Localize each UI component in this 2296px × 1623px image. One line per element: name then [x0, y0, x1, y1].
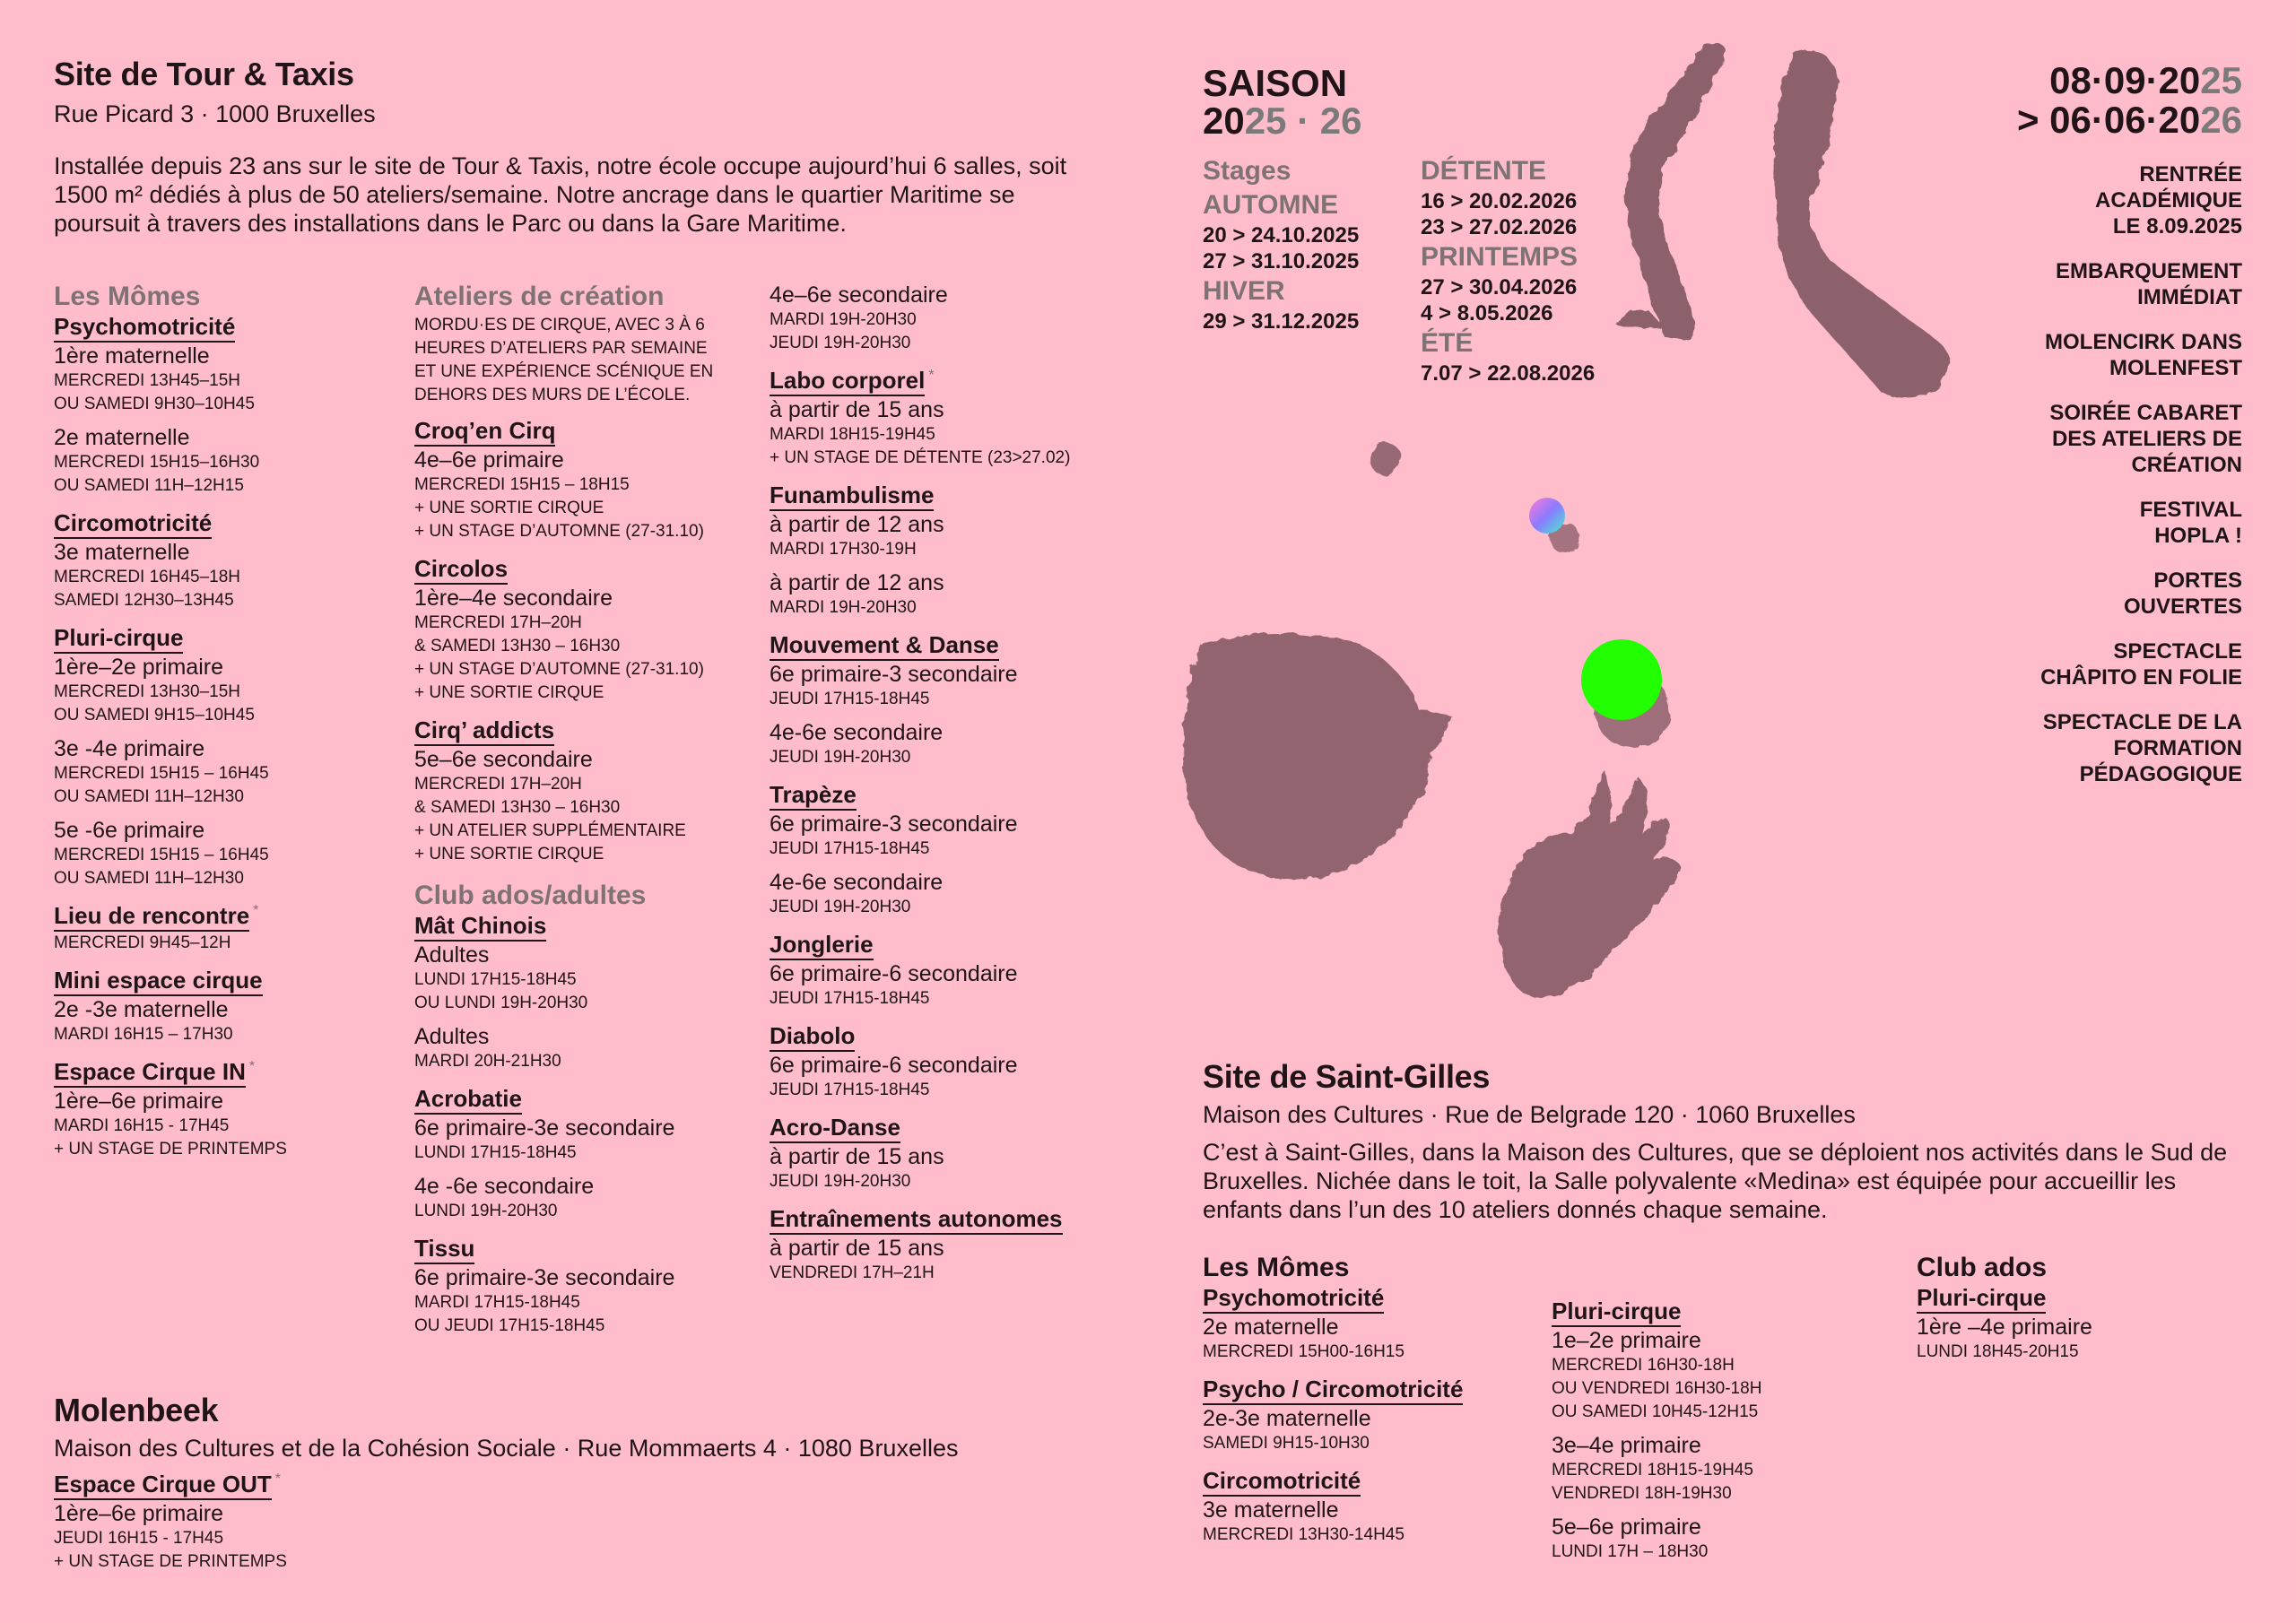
- group-heading: Ateliers de création: [414, 282, 665, 311]
- course-schedule: MARDI 19H-20H30: [770, 310, 917, 329]
- course-title: Jonglerie: [770, 932, 874, 960]
- course-title: Psychomotricité: [54, 314, 235, 343]
- course-title: Trapèze: [770, 782, 857, 811]
- course-title: Espace Cirque IN: [54, 1059, 246, 1088]
- course-block: [54, 625, 395, 890]
- course-schedule: OU VENDREDI 16H30-18H: [1552, 1379, 1762, 1398]
- course-block: [770, 1115, 1128, 1193]
- tour-taxis-header: [54, 56, 1085, 238]
- course-schedule: + UNE SORTIE CIRQUE: [414, 845, 604, 864]
- course-schedule: JEUDI 17H15-18H45: [770, 690, 930, 708]
- course-schedule: MERCREDI 17H–20H: [414, 613, 582, 632]
- course-title: Psycho / Circomotricité: [1203, 1376, 1463, 1405]
- course-block: [54, 968, 395, 1046]
- course-schedule: + UN STAGE DE PRINTEMPS: [54, 1140, 287, 1159]
- course-title: Pluri-cirque: [1917, 1285, 2046, 1314]
- course-schedule: JEUDI 19H-20H30: [770, 334, 911, 352]
- course-level: 1ère–4e secondaire: [414, 586, 613, 611]
- end-date: > 06·06·20: [2016, 99, 2201, 141]
- course-schedule: OU SAMEDI 10H45-12H15: [1552, 1402, 1759, 1421]
- course-schedule: MERCREDI 16H30-18H: [1552, 1356, 1735, 1375]
- course-schedule: OU LUNDI 19H-20H30: [414, 994, 588, 1012]
- course-title: Pluri-cirque: [54, 625, 183, 654]
- course-schedule: MERCREDI 13H30-14H45: [1203, 1525, 1405, 1544]
- event-item: SOIRÉE CABARET DES ATELIERS DE CRÉATION: [2049, 401, 2242, 477]
- season-date: 27 > 31.10.2025: [1203, 249, 1360, 273]
- event-item: EMBARQUEMENT IMMÉDIAT: [2056, 259, 2242, 309]
- season-date: 20 > 24.10.2025: [1203, 223, 1360, 247]
- course-title: Circomotricité: [54, 510, 212, 539]
- season-date: 16 > 20.02.2026: [1421, 189, 1578, 213]
- saison-year-start: 20: [1203, 100, 1245, 142]
- course-schedule: JEUDI 19H-20H30: [770, 898, 911, 916]
- course-schedule: + UN STAGE DE PRINTEMPS: [54, 1552, 287, 1571]
- group-heading: Club ados/adultes: [414, 881, 647, 910]
- group-heading: Club ados: [1917, 1253, 2048, 1282]
- course-block: [1203, 1285, 1544, 1364]
- course-schedule: OU SAMEDI 11H–12H30: [54, 787, 244, 806]
- saison-label: SAISON: [1203, 62, 1348, 104]
- course-schedule: MERCREDI 9H45–12H: [54, 933, 231, 952]
- course-title: Lieu de rencontre: [54, 903, 249, 932]
- course-schedule: VENDREDI 17H–21H: [770, 1263, 935, 1282]
- season-date: 7.07 > 22.08.2026: [1421, 361, 1596, 386]
- course-level: 4e-6e secondaire: [770, 720, 944, 745]
- season-name: PRINTEMPS: [1421, 242, 1578, 272]
- season-date: 29 > 31.12.2025: [1203, 309, 1360, 334]
- course-schedule: MERCREDI 18H15-19H45: [1552, 1461, 1753, 1480]
- course-level: 2e -3e maternelle: [54, 997, 229, 1022]
- course-block: [1203, 1376, 1544, 1455]
- course-level: 2e maternelle: [54, 425, 190, 450]
- saison-year-end: 25 · 26: [1244, 100, 1362, 142]
- course-schedule: MERCREDI 13H45–15H: [54, 371, 241, 390]
- season-name: HIVER: [1203, 276, 1285, 306]
- course-schedule: LUNDI 18H45-20H15: [1917, 1342, 2079, 1361]
- course-level: 6e primaire-3e secondaire: [414, 1265, 675, 1290]
- course-block: [770, 368, 1128, 470]
- course-level: 1ère maternelle: [54, 343, 210, 369]
- course-block: [770, 282, 1128, 355]
- course-block: [54, 510, 395, 612]
- course-title: Tissu: [414, 1236, 474, 1264]
- season-date: 4 > 8.05.2026: [1421, 301, 1553, 325]
- event-item: FESTIVAL HOPLA !: [2139, 498, 2242, 548]
- course-title: Circolos: [414, 556, 508, 585]
- course-schedule: MERCREDI 15H15 – 16H45: [54, 764, 269, 783]
- event-item: MOLENCIRK DANS MOLENFEST: [2045, 330, 2242, 380]
- course-schedule: MERCREDI 17H–20H: [414, 775, 582, 794]
- molenbeek-section: [54, 1392, 1112, 1574]
- course-title: Labo corporel: [770, 368, 925, 396]
- season-date: 27 > 30.04.2026: [1421, 275, 1578, 299]
- course-title: Mât Chinois: [414, 913, 546, 942]
- course-block: [414, 913, 755, 1073]
- course-schedule: JEUDI 17H15-18H45: [770, 989, 930, 1008]
- course-level: 4e–6e secondaire: [770, 282, 948, 308]
- course-level: 4e-6e secondaire: [770, 870, 944, 895]
- saint-gilles-club: [1917, 1251, 2204, 1364]
- site-title: Site de Saint-Gilles: [1203, 1058, 1491, 1095]
- course-level: à partir de 12 ans: [770, 512, 944, 537]
- season-name: DÉTENTE: [1421, 156, 1547, 186]
- course-block: [414, 556, 755, 705]
- course-block: [414, 1236, 755, 1338]
- course-level: 4e -6e secondaire: [414, 1174, 595, 1199]
- course-title: Mouvement & Danse: [770, 632, 999, 661]
- course-schedule: MERCREDI 15H00-16H15: [1203, 1342, 1405, 1361]
- course-level: 4e–6e primaire: [414, 447, 564, 473]
- course-schedule: MARDI 19H-20H30: [770, 598, 917, 617]
- asterisk-icon: *: [274, 1471, 281, 1487]
- course-schedule: MERCREDI 15H15 – 16H45: [54, 846, 269, 864]
- site-address: Maison des Cultures · Rue de Belgrade 120 · 1060 Bruxelles: [1203, 1101, 1856, 1128]
- course-schedule: OU SAMEDI 11H–12H30: [54, 869, 244, 888]
- site-title: Site de Tour & Taxis: [54, 56, 354, 92]
- event-item: RENTRÉE ACADÉMIQUE LE 8.09.2025: [2094, 162, 2242, 239]
- asterisk-icon: *: [253, 903, 259, 918]
- course-schedule: MARDI 16H15 – 17H30: [54, 1025, 233, 1044]
- course-level: 6e primaire-6 secondaire: [770, 1053, 1018, 1078]
- stages-column-1: [1203, 154, 1418, 334]
- course-schedule: MARDI 18H15-19H45: [770, 425, 935, 444]
- painted-hand-icon: [1500, 771, 1679, 998]
- start-date-year: 25: [2200, 59, 2242, 101]
- course-block: [54, 1471, 1112, 1574]
- course-schedule: MARDI 20H-21H30: [414, 1052, 561, 1071]
- saint-gilles-header: [1203, 1058, 2243, 1224]
- course-title: Mini espace cirque: [54, 968, 263, 996]
- course-level: 3e -4e primaire: [54, 736, 205, 761]
- course-block: [770, 482, 1128, 620]
- course-schedule: MERCREDI 15H15 – 18H15: [414, 475, 630, 494]
- column-les-momes: [54, 280, 395, 1174]
- end-date-year: 26: [2200, 99, 2242, 141]
- course-schedule: & SAMEDI 13H30 – 16H30: [414, 637, 621, 655]
- season-date: 23 > 27.02.2026: [1421, 215, 1578, 239]
- course-block: [1203, 1468, 1544, 1547]
- course-schedule: OU SAMEDI 9H15–10H45: [54, 706, 255, 725]
- course-level: 1ère–2e primaire: [54, 655, 223, 680]
- course-level: à partir de 15 ans: [770, 397, 944, 422]
- course-schedule: SAMEDI 12H30–13H45: [54, 591, 234, 610]
- course-level: 6e primaire-3e secondaire: [414, 1115, 675, 1141]
- holographic-ball-icon: [1529, 498, 1565, 534]
- course-schedule: MARDI 17H30-19H: [770, 540, 917, 559]
- course-title: Croq’en Cirq: [414, 418, 555, 447]
- course-level: 3e maternelle: [54, 540, 190, 565]
- course-schedule: OU SAMEDI 11H–12H15: [54, 476, 244, 495]
- course-title: Diabolo: [770, 1023, 855, 1052]
- course-level: 2e-3e maternelle: [1203, 1406, 1371, 1431]
- course-title: Circomotricité: [1203, 1468, 1361, 1497]
- course-block: [414, 717, 755, 866]
- course-level: 6e primaire-3 secondaire: [770, 662, 1018, 687]
- course-level: 3e–4e primaire: [1552, 1433, 1701, 1458]
- course-schedule: OU JEUDI 17H15-18H45: [414, 1316, 605, 1335]
- course-schedule: OU SAMEDI 9H30–10H45: [54, 395, 255, 413]
- column-ateliers-continued: [770, 282, 1128, 1298]
- events-list: [1946, 161, 2242, 806]
- saint-gilles-pluri: [1552, 1298, 1874, 1564]
- course-schedule: + UNE SORTIE CIRQUE: [414, 499, 604, 517]
- course-title: Psychomotricité: [1203, 1285, 1384, 1314]
- course-schedule: LUNDI 17H15-18H45: [414, 970, 577, 989]
- course-block: [770, 1206, 1128, 1285]
- green-ball-icon: [1581, 639, 1662, 720]
- course-schedule: MERCREDI 16H45–18H: [54, 568, 241, 586]
- course-schedule: + UN ATELIER SUPPLÉMENTAIRE: [414, 821, 686, 840]
- course-schedule: SAMEDI 9H15-10H30: [1203, 1434, 1370, 1453]
- course-title: Cirq’ addicts: [414, 717, 554, 746]
- painted-head-icon: [1183, 632, 1453, 880]
- column-ateliers-creation: [414, 280, 755, 1350]
- course-schedule: MERCREDI 15H15–16H30: [54, 453, 260, 472]
- course-level: 6e primaire-3 secondaire: [770, 812, 1018, 837]
- course-schedule: JEUDI 17H15-18H45: [770, 1081, 930, 1099]
- saint-gilles-momes: [1203, 1251, 1544, 1559]
- course-schedule: + UN STAGE D’AUTOMNE (27-31.10): [414, 522, 704, 541]
- season-dates: [2017, 61, 2242, 140]
- course-block: [54, 314, 395, 498]
- course-block: [770, 1023, 1128, 1102]
- course-level: 1ère–6e primaire: [54, 1089, 223, 1114]
- course-title: Entraînements autonomes: [770, 1206, 1063, 1235]
- asterisk-icon: *: [248, 1059, 256, 1074]
- course-schedule: VENDREDI 18H-19H30: [1552, 1484, 1732, 1503]
- course-level: 1ère–6e primaire: [54, 1501, 223, 1526]
- group-heading: Les Mômes: [1203, 1253, 1350, 1282]
- course-schedule: MARDI 16H15 - 17H45: [54, 1116, 230, 1135]
- group-heading: Les Mômes: [54, 282, 201, 311]
- course-schedule: LUNDI 19H-20H30: [414, 1202, 558, 1220]
- course-level: à partir de 15 ans: [770, 1236, 944, 1261]
- course-title: Espace Cirque OUT: [54, 1471, 272, 1500]
- saison-block: [1203, 62, 1362, 142]
- course-schedule: + UN STAGE DE DÉTENTE (23>27.02): [770, 448, 1071, 467]
- course-schedule: JEUDI 16H15 - 17H45: [54, 1529, 224, 1548]
- course-level: 5e–6e secondaire: [414, 747, 593, 772]
- course-level: Adultes: [414, 1024, 490, 1049]
- course-schedule: JEUDI 19H-20H30: [770, 1172, 911, 1191]
- course-schedule: MARDI 17H15-18H45: [414, 1293, 580, 1312]
- course-schedule: & SAMEDI 13H30 – 16H30: [414, 798, 621, 817]
- event-item: SPECTACLE CHÂPITO EN FOLIE: [2040, 639, 2242, 690]
- site-address: Rue Picard 3 · 1000 Bruxelles: [54, 100, 376, 127]
- site-intro: Installée depuis 23 ans sur le site de Tour & Taxis, notre école occupe aujourd’hui 6 salles, soit 1500 m² dédiés à plus de 50 ateliers/semaine. Notre ancrage dans le quartier Maritime se poursuit à travers des installations dans le Parc ou dans la Gare Maritime.: [54, 152, 1067, 237]
- start-date: 08·09·20: [2049, 59, 2201, 101]
- course-block: [770, 632, 1128, 769]
- course-block: [54, 903, 395, 955]
- stages-heading: Stages: [1203, 156, 1292, 186]
- season-name: ÉTÉ: [1421, 328, 1474, 358]
- course-block: [414, 418, 755, 543]
- season-name: AUTOMNE: [1203, 190, 1339, 220]
- site-intro: C’est à Saint-Gilles, dans la Maison des Cultures, que se déploient nos activités dans le Sud de Bruxelles. Nichée dans le toit, la Salle polyvalente «Medina» est équipée pour accueillir les enfants dans l’un des 10 ateliers donnés chaque semaine.: [1203, 1139, 2228, 1223]
- stages-column-2: [1421, 154, 1636, 386]
- course-level: 5e -6e primaire: [54, 818, 205, 843]
- course-level: 5e–6e primaire: [1552, 1515, 1701, 1540]
- site-title: Molenbeek: [54, 1392, 219, 1428]
- course-level: 6e primaire-6 secondaire: [770, 961, 1018, 986]
- course-title: Acrobatie: [414, 1086, 522, 1115]
- small-ball-icon: [1370, 443, 1402, 475]
- course-block: [770, 932, 1128, 1011]
- course-level: 1e–2e primaire: [1552, 1328, 1701, 1353]
- course-schedule: LUNDI 17H – 18H30: [1552, 1542, 1709, 1561]
- event-item: SPECTACLE DE LA FORMATION PÉDAGOGIQUE: [2042, 710, 2242, 786]
- group-description: MORDU·ES DE CIRQUE, AVEC 3 À 6 HEURES D’ATELIERS PAR SEMAINE ET UNE EXPÉRIENCE SCÉNIQUE EN DEHORS DES MURS DE L’ÉCOLE.: [414, 316, 714, 404]
- course-level: à partir de 12 ans: [770, 570, 944, 595]
- course-title: Pluri-cirque: [1552, 1298, 1681, 1327]
- course-level: Adultes: [414, 942, 490, 968]
- course-schedule: + UN STAGE D’AUTOMNE (27-31.10): [414, 660, 704, 679]
- event-item: PORTES OUVERTES: [2123, 568, 2242, 619]
- course-title: Acro-Danse: [770, 1115, 900, 1143]
- course-schedule: LUNDI 17H15-18H45: [414, 1143, 577, 1162]
- course-schedule: + UNE SORTIE CIRQUE: [414, 683, 604, 702]
- asterisk-icon: *: [928, 368, 935, 383]
- course-schedule: MERCREDI 13H30–15H: [54, 682, 241, 701]
- site-address: Maison des Cultures et de la Cohésion Sociale · Rue Mommaerts 4 · 1080 Bruxelles: [54, 1435, 959, 1462]
- course-schedule: JEUDI 19H-20H30: [770, 748, 911, 767]
- course-level: 2e maternelle: [1203, 1315, 1339, 1340]
- course-block: [414, 1086, 755, 1223]
- course-level: à partir de 15 ans: [770, 1144, 944, 1169]
- painted-leg-right-icon: [1775, 50, 1950, 396]
- course-level: 3e maternelle: [1203, 1497, 1339, 1523]
- course-level: 1ère –4e primaire: [1917, 1315, 2092, 1340]
- course-block: [770, 782, 1128, 919]
- course-block: [54, 1059, 395, 1161]
- course-schedule: JEUDI 17H15-18H45: [770, 839, 930, 858]
- course-title: Funambulisme: [770, 482, 934, 511]
